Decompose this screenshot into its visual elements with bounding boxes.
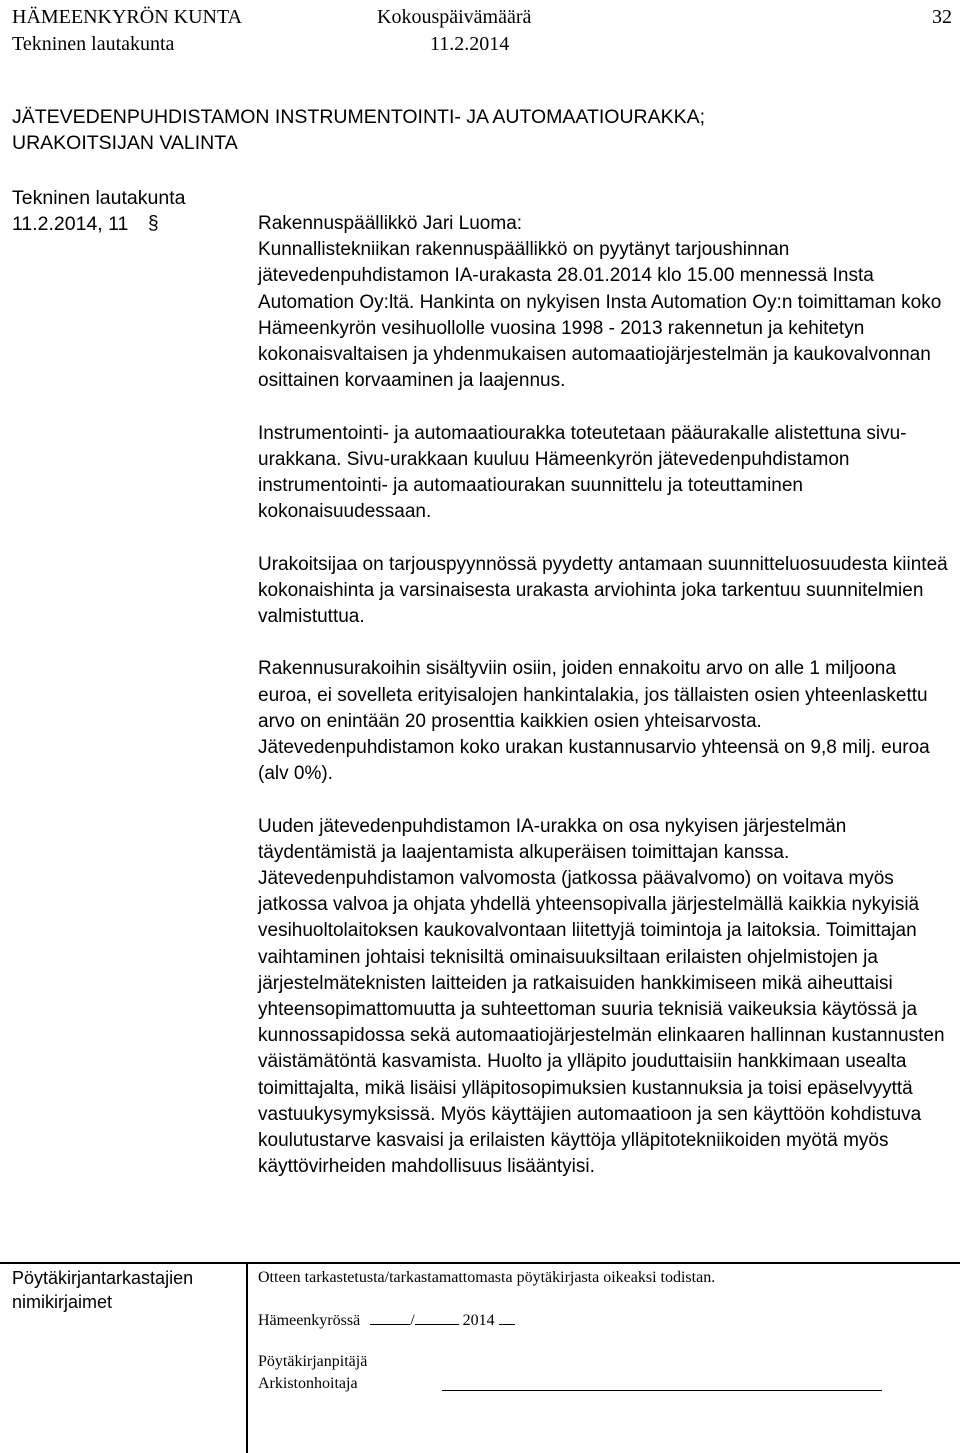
place-date-line (258, 1308, 515, 1332)
signature-line (442, 1390, 882, 1391)
footer-initials-box (12, 1266, 193, 1314)
year-blank (499, 1308, 515, 1325)
certification-statement: Otteen tarkastetusta/tarkastamattomasta pöytäkirjasta oikeaksi todistan. (258, 1269, 716, 1286)
section-committee: Tekninen lautakunta (12, 187, 186, 209)
section-sign: § (148, 213, 159, 234)
paragraph-3: Urakoitsijaa on tarjouspyynnössä pyydetty antamaan suunnitteluosuudesta kiinteä kokonaishinta ja varsinaisesta urakasta arviohinta joka tarkentuu suunnitelmien valmistuttua. (258, 553, 948, 628)
day-blank (370, 1308, 410, 1325)
meeting-date-label: Kokouspäivämäärä (377, 6, 532, 28)
municipality-name: HÄMEENKYRÖN KUNTA (12, 6, 243, 28)
paragraph-5: Uuden jätevedenpuhdistamon IA-urakka on osa nykyisen järjestelmän täydentämistä ja laajentamista alkuperäisen toimittajan kanssa. Jätevedenpuhdistamon valvomosta (jatkossa päävalvomo) on voitava myös jatkossa valvoa ja ohjata yhdellä yhteensopivalla järjestelmällä kaikkia nykyisiä vesihuoltolaitoksen kaukovalvontaan liitettyjä toimintoja ja laitoksia. Toimittajan vaihtaminen johtaisi teknisiltä ominaisuuksiltaan erilaisten ohjelmistojen ja järjestelmäteknisten laitteiden ja ratkaisuiden hankkimiseen mikä aiheuttaisi yhteensopimattomuutta ja suhteettoman suuria teknisiä vaikeuksia käytössä ja kunnossapidossa sekä automaatiojärjestelmän elinkaaren hallinnan kustannusten väistämätöntä kasvamista. Huolto ja ylläpito jouduttaisiin hankkimaan usealta toimittajalta, mikä lisäisi ylläpitosopimuksien kustannuksia ja toisi epäselvyyttä vastuukysymyksissä. Myös käyttäjien automaatioon ja sen käyttöön kohdistuva koulutustarve kasvaisi ja erilaisten käyttöja ylläpitotekniikoiden myötä myös käyttövirheiden mahdollisuus lisääntyisi. (258, 815, 945, 1178)
title-line-1: JÄTEVEDENPUHDISTAMON INSTRUMENTOINTI- JA AUTOMAATIOURAKKA; (12, 106, 706, 128)
meeting-date: 11.2.2014 (430, 33, 510, 55)
month-blank (415, 1308, 459, 1325)
footer-divider (246, 1262, 248, 1453)
role-secretary: Pöytäkirjanpitäjä (258, 1353, 368, 1370)
paragraph-1: Kunnallistekniikan rakennuspäällikkö on pyytänyt tarjoushinnan jätevedenpuhdistamon IA-urakasta 28.01.2014 klo 15.00 mennessä Insta Automation Oy:ltä. Hankinta on nykyisen Insta Automation Oy:n toimittaman koko Hämeenkyrön vesihuollolle vuosina 1998 - 2013 rakennetun ja kehitetyn kokonaisvaltaisen ja yhdenmukaisen automaatiojärjestelmän ja kaukovalvonnan osittainen korvaaminen ja laajennus. (258, 239, 942, 392)
title-line-2: URAKOITSIJAN VALINTA (12, 132, 238, 154)
paragraph-4: Rakennusurakoihin sisältyviin osiin, joiden ennakoitu arvo on alle 1 miljoona euroa, ei sovelleta erityisalojen hankintalakia, jos tällaisten osien yhteenlaskettu arvo on enintään 20 prosenttia kaikkien osien yhteisarvosta. Jätevedenpuhdistamon koko urakan kustannusarvio yhteensä on 9,8 milj. euroa (alv 0%). (258, 658, 930, 785)
committee-name: Tekninen lautakunta (12, 33, 175, 55)
paragraph-2: Instrumentointi- ja automaatiourakka toteutetaan pääurakalle alistettuna sivu-urakkana. Sivu-urakkaan kuuluu Hämeenkyrön jätevedenpuhdistamon instrumentointi- ja automaatiourakan suunnittelu ja toteuttaminen kokonaisuudessaan. (258, 422, 907, 523)
document-title (12, 104, 705, 156)
page-number: 32 (932, 6, 952, 28)
year: 2014 (462, 1312, 495, 1329)
role-archivist: Arkistonhoitaja (258, 1375, 358, 1392)
footer-label-line-2: nimikirjaimet (12, 1292, 113, 1312)
section-reference: 11.2.2014, 11 (12, 213, 129, 235)
footer-label-line-1: Pöytäkirjantarkastajien (12, 1268, 194, 1288)
page-header (12, 4, 952, 58)
document-body (258, 211, 948, 1207)
place-name: Hämeenkyrössä (258, 1312, 361, 1329)
speaker-line: Rakennuspäällikkö Jari Luoma: (258, 213, 523, 234)
footer-top-rule (0, 1262, 960, 1264)
page-footer (0, 1262, 960, 1453)
date-separator: / (410, 1312, 415, 1329)
